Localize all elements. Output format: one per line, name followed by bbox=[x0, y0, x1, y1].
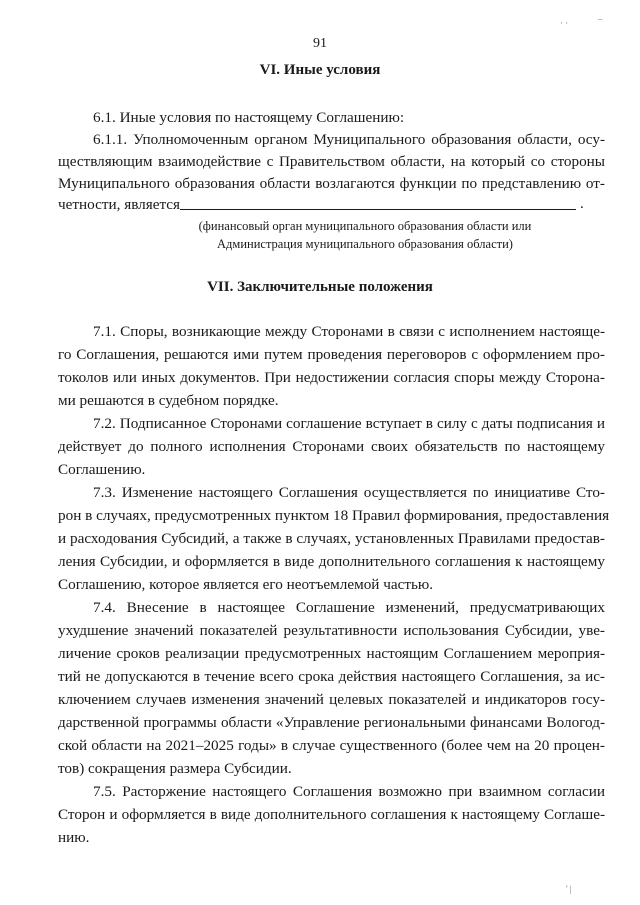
paragraph-line: го Соглашения, решаются ими путем проведения переговоров с оформлением про- bbox=[58, 346, 605, 363]
paragraph-line: личение сроков реализации предусмотренных настоящим Соглашением мероприя- bbox=[58, 645, 605, 662]
paragraph-line: ществляющим взаимодействие с Правительством области, на который со стороны bbox=[58, 153, 605, 170]
paragraph-line: 6.1. Иные условия по настоящему Соглашению: bbox=[93, 109, 405, 126]
paragraph-line: Соглашению, которое является его неотъемлемой частью. bbox=[58, 576, 434, 593]
section-heading-7: VII. Заключительные положения bbox=[207, 279, 433, 295]
page-number: 91 bbox=[313, 36, 327, 51]
paragraph-line: 7.1. Споры, возникающие между Сторонами в связи с исполнением настояще- bbox=[93, 323, 605, 340]
scan-mark: · · bbox=[560, 18, 569, 28]
paragraph-line: Муниципального образования области возлагаются функции по представлению от- bbox=[58, 175, 605, 192]
paragraph-line: нию. bbox=[58, 829, 90, 846]
scan-mark: – bbox=[598, 14, 603, 24]
paragraph-line: ми решаются в судебном порядке. bbox=[58, 392, 279, 409]
field-caption: (финансовый орган муниципального образования области или bbox=[198, 219, 532, 233]
paragraph-line: тий не допускаются в течение всего срока действия настоящего Соглашения, за ис- bbox=[58, 668, 605, 685]
paragraph-line: ской области на 2021–2025 годы» в случае существенного (более чем на 20 процен- bbox=[58, 737, 605, 754]
fill-in-blank-line bbox=[180, 209, 576, 210]
paragraph-line: действует до полного исполнения Сторонами своих обязательств по настоящему bbox=[58, 438, 605, 455]
paragraph-line: 7.5. Расторжение настоящего Соглашения возможно при взаимном согласии bbox=[93, 783, 605, 800]
paragraph-line: ухудшение значений показателей результативности использования Субсидии, уве- bbox=[58, 622, 605, 639]
paragraph-line: Соглашению. bbox=[58, 461, 146, 478]
paragraph-line: 6.1.1. Уполномоченным органом Муниципального образования области, осу- bbox=[93, 131, 605, 148]
period: . bbox=[580, 195, 584, 212]
paragraph-line: ключением случаев изменения значений целевых показателей и индикаторов госу- bbox=[58, 691, 605, 708]
paragraph-line: и расходования Субсидий, а также в случаях, установленных Правилами предостав- bbox=[58, 530, 605, 547]
scan-mark: ' | bbox=[566, 884, 572, 894]
field-caption: Администрация муниципального образования области) bbox=[217, 237, 513, 251]
paragraph-line: 7.3. Изменение настоящего Соглашения осуществляется по инициативе Сто- bbox=[93, 484, 605, 501]
paragraph-line: четности, является bbox=[58, 196, 181, 213]
paragraph-line: 7.4. Внесение в настоящее Соглашение изменений, предусматривающих bbox=[93, 599, 605, 616]
paragraph-line: дарственной программы области «Управление региональными финансами Вологод- bbox=[58, 714, 605, 731]
section-heading-6: VI. Иные условия bbox=[259, 62, 381, 78]
paragraph-line: ления Субсидии, и оформляется в виде дополнительного соглашения к настоящему bbox=[58, 553, 605, 570]
paragraph-line: рон в случаях, предусмотренных пунктом 18 Правил формирования, предоставления bbox=[58, 507, 610, 524]
paragraph-line: токолов или иных документов. При недостижении согласия споры между Сторона- bbox=[58, 369, 605, 386]
paragraph-line: тов) сокращения размера Субсидии. bbox=[58, 760, 292, 777]
paragraph-line: 7.2. Подписанное Сторонами соглашение вступает в силу с даты подписания и bbox=[93, 415, 605, 432]
paragraph-line: Сторон и оформляется в виде дополнительного соглашения к настоящему Соглаше- bbox=[58, 806, 605, 823]
